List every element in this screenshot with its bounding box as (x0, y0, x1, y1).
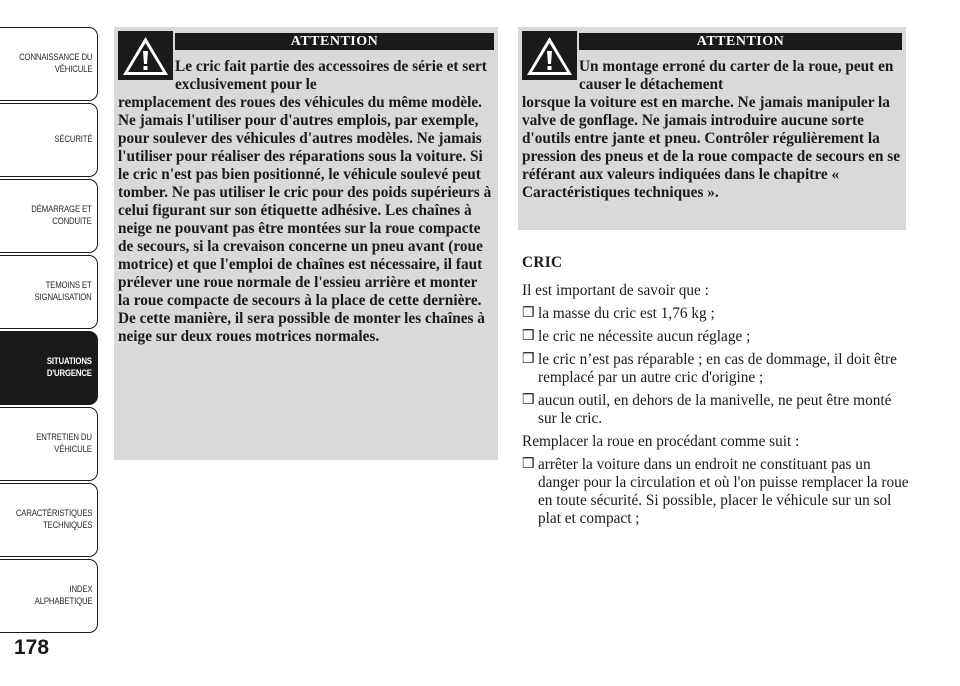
list-item: ❒ le cric n’est pas réparable ; en cas de dommage, il doit être remplacé par un autre cric d'origine ; (522, 351, 897, 386)
checkbox-bullet-icon: ❒ (522, 329, 535, 344)
tab-caracteristiques-techniques[interactable]: CARACTÉRISTIQUES TECHNIQUES (0, 483, 98, 557)
warning-lead: Un montage erroné du carter de la roue, peut en causer le détachement (579, 58, 894, 93)
warning-box-jack (114, 27, 498, 460)
warning-heading: ATTENTION (579, 33, 902, 50)
list-item: ❒ arrêter la voiture dans un endroit ne constituant pas un danger pour la circulation et où l'on puisse remplacer la roue en toute sécurité. Si possible, placer le véhicule sur un sol plat et compact ; (522, 456, 909, 527)
checkbox-bullet-icon: ❒ (522, 352, 535, 367)
warning-heading: ATTENTION (175, 33, 494, 50)
checkbox-bullet-icon: ❒ (522, 306, 535, 321)
section-intro-2: Remplacer la roue en procédant comme suit : (522, 433, 800, 450)
tab-entretien-du-vehicule[interactable]: ENTRETIEN DU VÉHICULE (0, 407, 98, 481)
checkbox-bullet-icon: ❒ (522, 457, 535, 472)
jack-section (522, 254, 912, 533)
warning-body: lorsque la voiture est en marche. Ne jamais manipuler la valve de gonflage. Ne jamais introduire aucune sorte d'outils entre jante et pneu. Contrôler régulièrement la pression des pneus et de la roue compacte de secours en se référant aux valeurs indiquées dans le chapitre « Caractéristiques techniques ». (522, 94, 901, 201)
checkbox-bullet-icon: ❒ (522, 393, 535, 408)
warning-text (522, 58, 900, 202)
tab-index-alphabetique[interactable]: INDEX ALPHABETIQUE (0, 559, 98, 633)
warning-text (118, 58, 492, 346)
tab-demarrage-et-conduite[interactable]: DÉMARRAGE ET CONDUITE (0, 179, 98, 253)
tab-connaissance-du-vehicule[interactable]: CONNAISSANCE DU VÉHICULE (0, 27, 98, 101)
tab-securite[interactable]: SÉCURITÉ (0, 103, 98, 177)
list-item: ❒ la masse du cric est 1,76 kg ; (522, 305, 715, 322)
section-title: CRIC (522, 254, 563, 271)
list-item: ❒ le cric ne nécessite aucun réglage ; (522, 328, 751, 345)
warning-box-wheel-cover (518, 27, 906, 230)
tab-situations-d-urgence[interactable]: SITUATIONS D'URGENCE (0, 331, 98, 405)
section-intro: Il est important de savoir que : (522, 282, 709, 299)
warning-body: remplacement des roues des véhicules du même modèle. Ne jamais l'utiliser pour d'autres emplois, par exemple, pour soulever des véhicules d'autres modèles. Ne jamais l'utiliser pour réaliser des réparations sous la voiture. Si le cric n'est pas bien positionné, le véhicule soulevé peut tomber. Ne pas utiliser le cric pour des poids supérieurs à celui figurant sur son étiquette adhésive. Les chaînes à neige ne pouvant pas être montées sur la roue compacte de secours, si la crevaison concerne un pneu avant (roue motrice) et que l'emploi de chaînes est nécessaire, il faut prélever une roue normale de l'essieu arrière et monter la roue compacte de secours à la place de cette dernière. De cette manière, il sera possible de monter les chaînes à neige sur deux roues motrices normales. (118, 94, 492, 345)
page-number: 178 (14, 636, 50, 659)
tab-temoins-et-signalisation[interactable]: TEMOINS ET SIGNALISATION (0, 255, 98, 329)
warning-lead: Le cric fait partie des accessoires de série et sert exclusivement pour le (175, 58, 487, 93)
list-item: ❒ aucun outil, en dehors de la manivelle, ne peut être monté sur le cric. (522, 392, 892, 427)
